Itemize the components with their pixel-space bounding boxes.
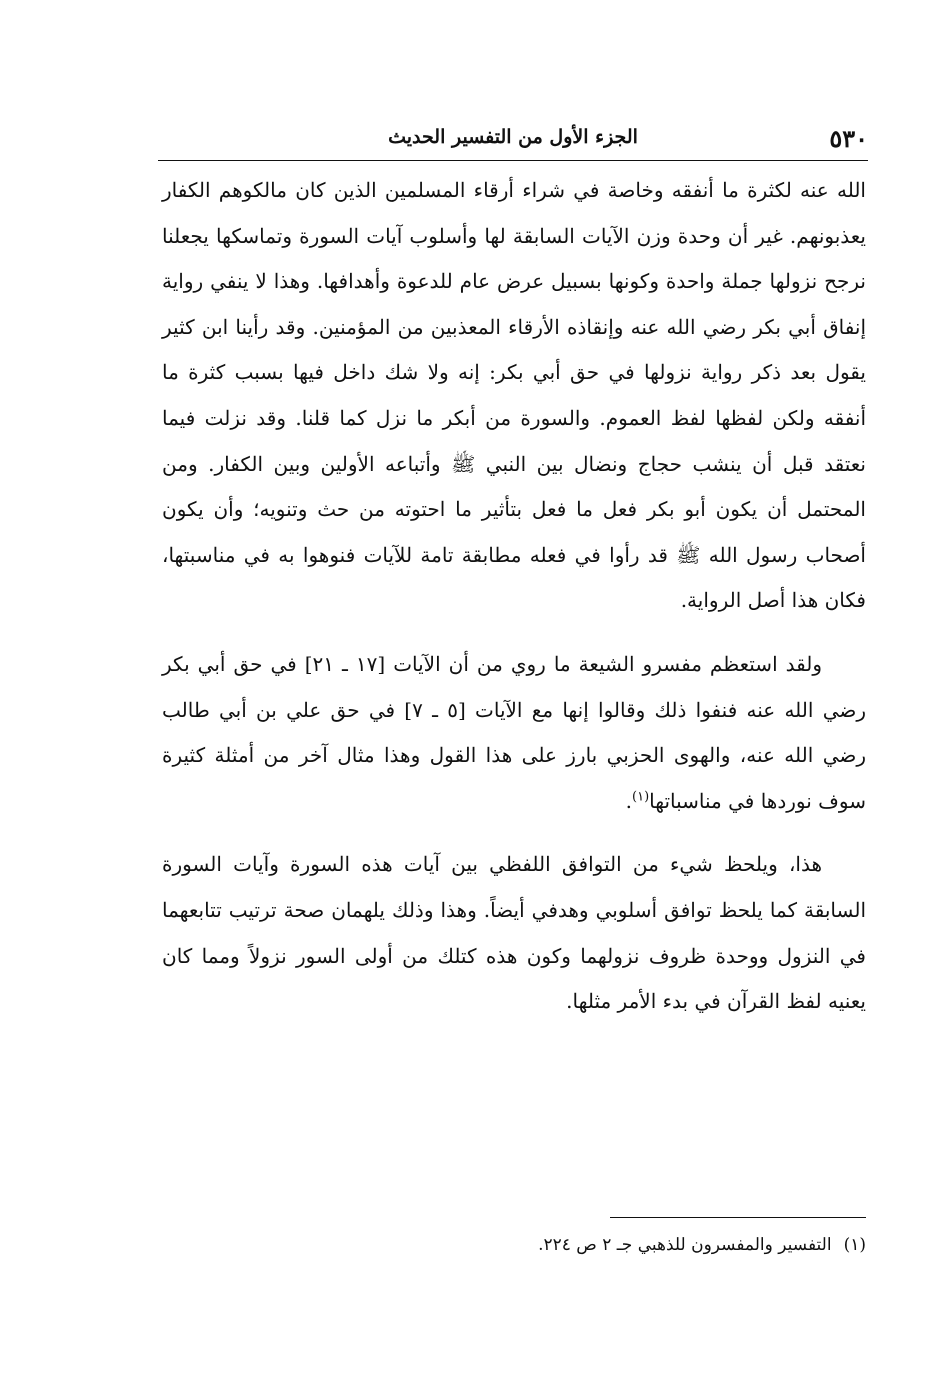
page-header bbox=[158, 124, 868, 160]
footnote-reference: (١) bbox=[632, 789, 650, 805]
paragraph-1: الله عنه لكثرة ما أنفقه وخاصة في شراء أرقاء المسلمين الذين كان مالكوهم الكفار يعذبونهم. غير أن وحدة وزن الآيات السابقة لها وأسلوب آيات السورة وتماسكها يجعلنا نرجح نزولها جملة واحدة وكونها بسبيل عرض عام للدعوة وأهدافها. وهذا لا ينفي رواية إنفاق أبي بكر رضي الله عنه وإنقاذه الأرقاء المعذبين من المؤمنين. وقد رأينا ابن كثير يقول بعد ذكر رواية نزولها في حق أبي بكر: إنه ولا شك داخل فيها بسبب كثرة ما أنفقه ولكن لفظها لفظ العموم. والسورة من أبكر ما نزل كما قلنا. وقد نزلت فيما نعتقد قبل أن ينشب حجاج ونضال بين النبي ﷺ وأتباعه الأولين وبين الكفار. ومن المحتمل أن يكون أبو بكر فعل ما فعل بتأثير ما احتوته من حث وتنويه؛ وأن يكون أصحاب رسول الله ﷺ قد رأوا في فعله مطابقة تامة للآيات فنوهوا به في مناسبتها، فكان هذا أصل الرواية. bbox=[162, 178, 866, 613]
paragraph-2-end: . bbox=[625, 788, 633, 813]
main-text bbox=[162, 168, 866, 1025]
paragraph-2 bbox=[162, 642, 866, 824]
header-divider bbox=[158, 160, 868, 161]
paragraph-3: هذا، ويلحظ شيء من التوافق اللفظي بين آيات هذه السورة وآيات السورة السابقة كما يلحظ توافق أسلوبي وهدفي أيضاً. وهذا وذلك يلهمان صحة ترتيب تتابعهما في النزول ووحدة ظروف نزولهما وكون هذه كتلك من أولى السور نزولاً ومما كان يعنيه لفظ القرآن في بدء الأمر مثلها. bbox=[162, 852, 866, 1014]
footnote-divider bbox=[610, 1217, 866, 1218]
page-number: ٥٣٠ bbox=[829, 124, 868, 153]
footnote bbox=[162, 1232, 866, 1258]
footnote-text: التفسير والمفسرون للذهبي جـ ٢ ص ٢٢٤. bbox=[538, 1235, 832, 1255]
paragraph-2-text: ولقد استعظم مفسرو الشيعة ما روي من أن الآيات [١٧ ـ ٢١] في حق أبي بكر رضي الله عنه فنفوا ذلك وقالوا إنها مع الآيات [٥ ـ ٧] في حق علي بن أبي طالب رضي الله عنه، والهوى الحزبي بارز على هذا القول وهذا مثال آخر من أمثلة كثيرة سوف نوردها في مناسباتها bbox=[162, 651, 867, 813]
running-title: الجزء الأول من التفسير الحديث bbox=[388, 126, 638, 148]
footnote-marker: (١) bbox=[843, 1235, 866, 1255]
